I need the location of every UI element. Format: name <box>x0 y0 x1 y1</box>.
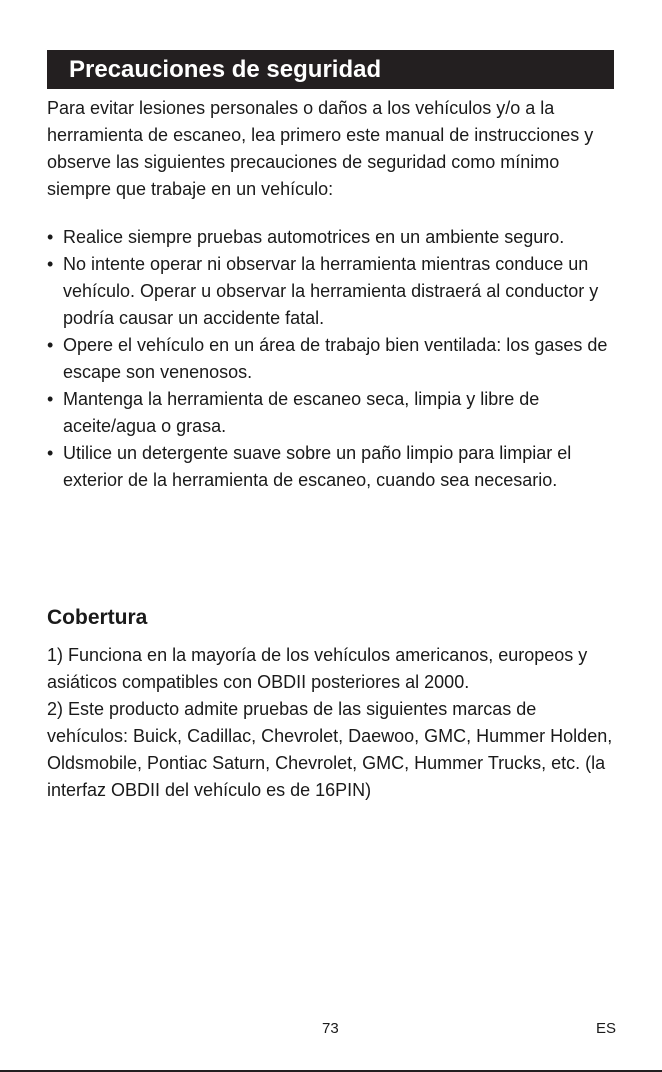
bullet-icon: • <box>47 335 54 355</box>
language-code: ES <box>596 1020 617 1037</box>
bullet-text: Opere el vehículo en un área de trabajo bien ventilada: los gases de escape son venenosos. <box>63 335 608 382</box>
bullet-text: Realice siempre pruebas automotrices en un ambiente seguro. <box>63 227 565 247</box>
bullet-text: No intente operar ni observar la herramienta mientras conduce un vehículo. Operar u observar la herramienta distraerá al conductor y podría causar un accidente fatal. <box>63 254 599 328</box>
bullet-icon: • <box>47 389 54 409</box>
page-number: 73 <box>322 1020 339 1037</box>
bullet-icon: • <box>47 443 54 463</box>
bullet-text: Mantenga la herramienta de escaneo seca, limpia y libre de aceite/agua o grasa. <box>63 389 540 436</box>
coverage-item: 1) Funciona en la mayoría de los vehículos americanos, europeos y asiáticos compatibles con OBDII posteriores al 2000. <box>47 645 588 692</box>
safety-bullet-list <box>47 224 614 494</box>
list-item <box>47 440 614 494</box>
bullet-icon: • <box>47 254 54 274</box>
coverage-item: 2) Este producto admite pruebas de las siguientes marcas de vehículos: Buick, Cadillac, Chevrolet, Daewoo, GMC, Hummer Holden, Oldsmobile, Pontiac Saturn, Chevrolet, GMC, Hummer Trucks, etc. (la interfaz OBDII del vehículo es de 16PIN) <box>47 699 613 800</box>
coverage-title: Cobertura <box>47 606 148 629</box>
coverage-body <box>47 642 614 804</box>
list-item <box>47 251 614 332</box>
list-item <box>47 386 614 440</box>
section-title-bar <box>47 50 614 89</box>
safety-intro: Para evitar lesiones personales o daños a los vehículos y/o a la herramienta de escaneo, lea primero este manual de instrucciones y observe las siguientes precauciones de seguridad como mínimo siempre que trabaje en un vehículo: <box>47 98 594 199</box>
list-item <box>47 332 614 386</box>
manual-page <box>47 0 617 1072</box>
list-item <box>47 224 614 251</box>
bullet-icon: • <box>47 227 54 247</box>
safety-title: Precauciones de seguridad <box>69 56 382 83</box>
bullet-text: Utilice un detergente suave sobre un paño limpio para limpiar el exterior de la herramienta de escaneo, cuando sea necesario. <box>63 443 572 490</box>
